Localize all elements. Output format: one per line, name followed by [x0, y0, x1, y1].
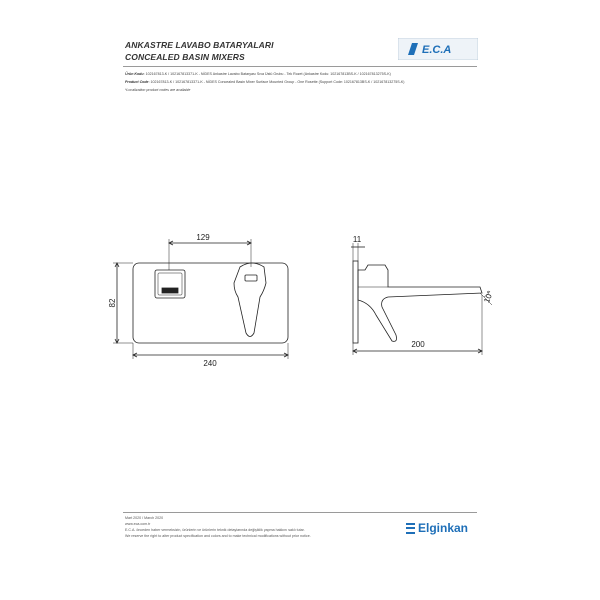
dim-front-height: 82 [108, 298, 117, 308]
info-english-line [125, 80, 404, 85]
dim-front-width: 240 [203, 359, 217, 368]
footer-date: Mart 2020 / March 2020 [125, 516, 164, 520]
product-value: : 102167813-K / 102167813371-K - NİDES Concealed Basin Mixer Surface Mounted Group - One Rosette (Support Code: 102167813BS-K / 102167813275S-K) [148, 80, 405, 84]
dim-side-angle: 10° [482, 289, 495, 305]
footer-website[interactable]: www.eca.com.tr [125, 522, 151, 526]
dim-side-length: 200 [411, 340, 425, 349]
front-spout-outlet [155, 270, 185, 298]
elginkan-brand [406, 520, 468, 536]
header-rule [123, 66, 477, 67]
dim-side-depth: 11 [352, 235, 362, 244]
urun-label: Ürün Kodu [125, 72, 144, 76]
side-wall-plate [353, 261, 358, 343]
technical-drawing [100, 225, 510, 375]
info-note: *Localization product codes are available [125, 88, 191, 92]
elginkan-logo-icon [406, 523, 415, 534]
eca-logo-text: E.C.A [422, 44, 452, 56]
eca-logo [398, 38, 478, 60]
dim-front-spacing: 129 [196, 233, 210, 242]
title-english: CONCEALED BASIN MIXERS [125, 52, 245, 62]
product-label: Product Code [125, 80, 149, 84]
side-spout [358, 265, 482, 341]
front-handle [234, 263, 266, 337]
footer-notice-en: We reserve the right to alter product specification and colors and to make technical modifications without prior notice. [125, 534, 311, 538]
elginkan-brand-text: Elginkan [418, 521, 469, 535]
footer-rule [123, 512, 477, 513]
title-turkish: ANKASTRE LAVABO BATARYALARI [125, 40, 274, 50]
info-turkish-line [125, 72, 391, 77]
footer-notice-tr: E.C.A. önceden haber vermeksizin, ürünlerin ve ürünlerin teknik detaylarında değişiklik yapma hakkını saklı tutar. [125, 528, 305, 532]
urun-value: : 102167813-K / 102167813371-K - NİDES Ankastre Lavabo Bataryası Sıva Üstü Grubu - Tek Rozet (Ankastre Kodu: 102167813BS-K / 102167813275S-K) [143, 72, 391, 76]
